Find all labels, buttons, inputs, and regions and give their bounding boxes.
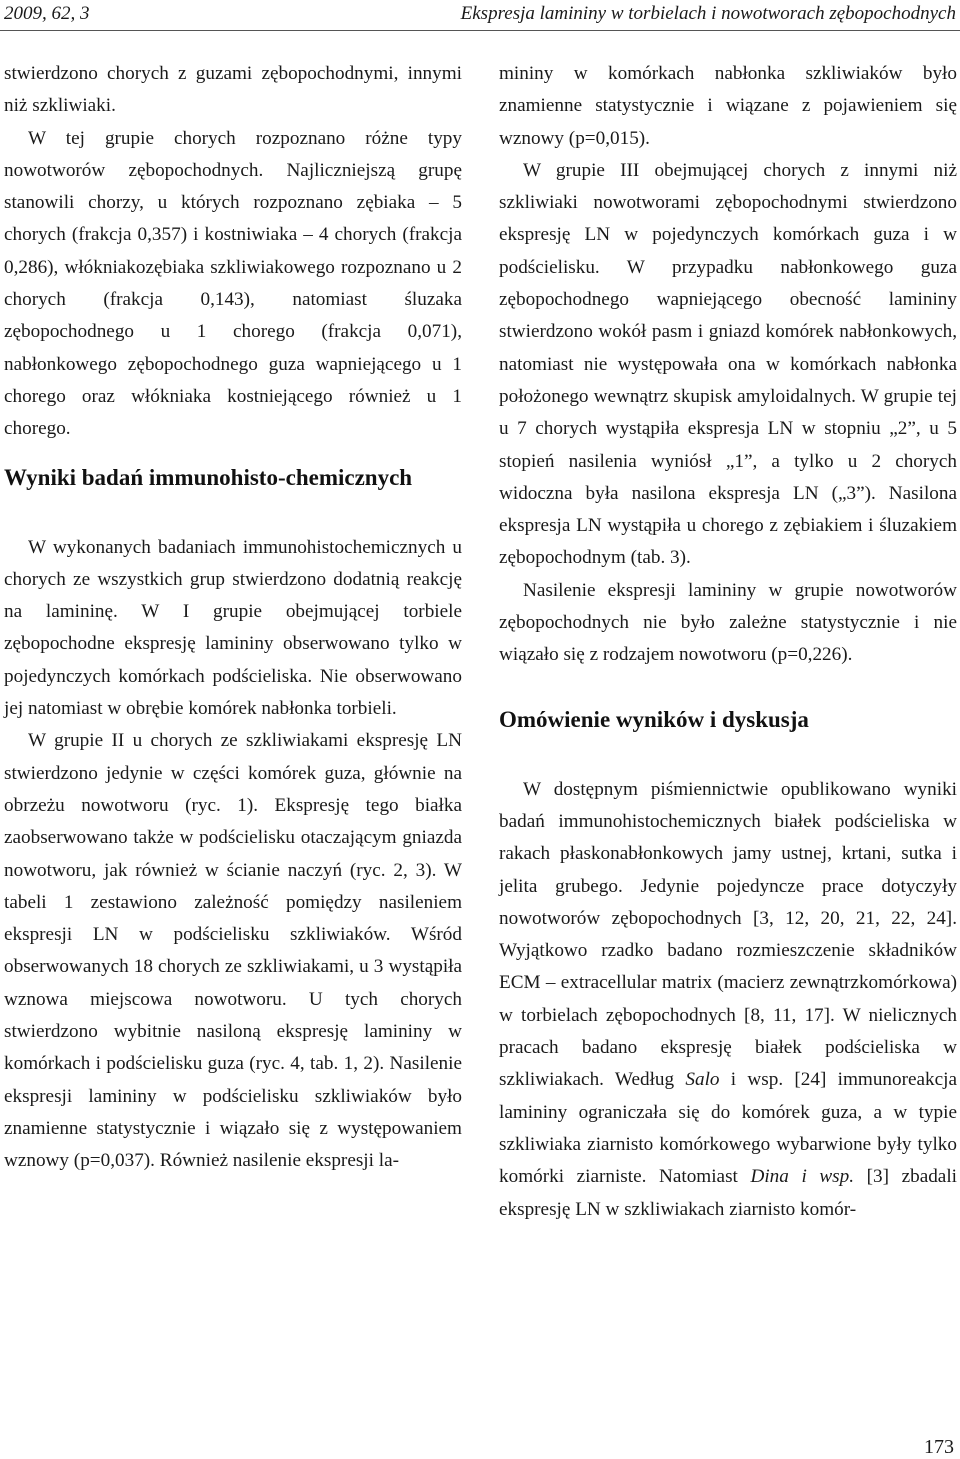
journal-issue: 2009, 62, 3 [4, 3, 90, 24]
paragraph: W wykonanych badaniach immunohistochemicznych u chorych ze wszystkich grup stwierdzono dodatnią reakcję na lamininę. W I grupie obejmującej torbiele zębopochodne ekspresję lamininy obserwowano tylko w pojedynczych komórkach podścieliska. Nie obserwowano jej natomiast w obrębie komórek nabłonka torbieli. [4, 536, 462, 720]
article-running-title: Ekspresja lamininy w torbielach i nowotworach zębopochodnych [460, 3, 956, 24]
left-column [4, 58, 462, 1178]
text-run: i wsp. [24] immunoreakcja lamininy ograniczała się do komórek guza, a w typie szkliwiaka ziarnisto komórkowego wybarwione były tylko komórki ziarniste. Natomiast [499, 1069, 957, 1188]
running-header [0, 0, 960, 38]
paragraph: stwierdzono chorych z guzami zębopochodnymi, innymi niż szkliwiaki. [4, 63, 462, 117]
paragraph: W tej grupie chorych rozpoznano różne typy nowotworów zębopochodnych. Najliczniejszą grupę stanowili chorzy, u których rozpoznano zębiaka – 5 chorych (frakcja 0,357) i kostniwiaka – 4 chorych (frakcja 0,286), włókniakozębiaka szkliwiakowego rozpoznano u 2 chorych (frakcja 0,143), natomiast śluzaka zębopochodnego u 1 chorego (frakcja 0,071), nabłonkowego zębopochodnego guza wapniejącego u 1 chorego oraz włókniaka kostniejącego również u 1 chorego. [4, 127, 462, 440]
page-number: 173 [924, 1436, 954, 1458]
right-column [499, 58, 957, 1226]
paragraph: Nasilenie ekspresji lamininy w grupie nowotworów zębopochodnych nie było zależne statystycznie i nie wiązało się z rodzajem nowotworu (p=0,226). [499, 579, 957, 666]
author-citation: Salo [685, 1069, 720, 1091]
text-run: W dostępnym piśmiennictwie opublikowano wyniki badań immunohistochemicznych białek podścieliska w rakach płaskonabłonkowych jamy ustnej, krtani, sutka i jelita grubego. Jedynie pojedyncze prace dotyczyły nowotworów zębopochodnych [3, 12, 20, 21, 22, 24]. Wyjątkowo rzadko badano rozmieszczenie składników ECM – extracellular matrix (macierz zewnątrzkomórkowa) w torbielach zębopochodnych [8, 11, 17]. W nielicznych pracach badano ekspresję białek podścieliska w szkliwiakach. Według [499, 778, 957, 1091]
paragraph: W grupie III obejmującej chorych z innymi niż szkliwiaki nowotworami zębopochodnymi stwierdzono ekspresję LN w pojedynczych komórkach guza i w podścielisku. W przypadku nabłonkowego guza zębopochodnego wapniejącego obecność lamininy stwierdzono wokół pasm i gniazd komórek nabłonkowych, natomiast nie występowała ona w komórkach nabłonka położonego wewnątrz skupisk amyloidalnych. W grupie tej u 7 chorych wystąpiła ekspresja LN w stopniu „2”, u 5 stopień nasilenia wyniósł „1”, a tylko u 2 chorych widoczna była nasilona ekspresja LN („3”). Nasilona ekspresja LN wystąpiła u chorego z zębiakiem i śluzakiem zębopochodnym (tab. 3). [499, 159, 957, 569]
text-run: [3] zbadali ekspresję LN w szkliwiakach ziarnisto komór- [499, 1166, 957, 1220]
section-heading-results: Wyniki badań immunohisto-chemicznych [4, 464, 413, 490]
paragraph: W grupie II u chorych ze szkliwiakami ekspresję LN stwierdzono jedynie w części komórek guza, głównie na obrzeżu nowotworu (ryc. 1). Ekspresję tego białka zaobserwowano także w podścielisku otaczającym gniazda nowotworu, jak również w ścianie naczyń (ryc. 2, 3). W tabeli 1 zestawiono zależność pomiędzy nasileniem ekspresji LN w podścielisku szkliwiaków. Wśród obserwowanych 18 chorych ze szkliwiakami, u 3 wystąpiła wznowa miejscowa nowotworu. U tych chorych stwierdzono wybitnie nasiloną ekspresję lamininy w komórkach i podścielisku guza (ryc. 4, tab. 1, 2). Nasilenie ekspresji lamininy w podścielisku szkliwiaków było znamienne statystycznie i wiązało się z występowaniem wznowy (p=0,037). Również nasilenie ekspresji la- [4, 730, 462, 1172]
header-rule [0, 30, 960, 31]
section-heading-discussion: Omówienie wyników i dyskusja [499, 706, 809, 732]
paragraph: mininy w komórkach nabłonka szkliwiaków było znamienne statystycznie i wiązane z pojawieniem się wznowy (p=0,015). [499, 63, 957, 149]
paragraph [499, 774, 957, 1226]
author-citation: Dina i wsp. [750, 1166, 855, 1188]
